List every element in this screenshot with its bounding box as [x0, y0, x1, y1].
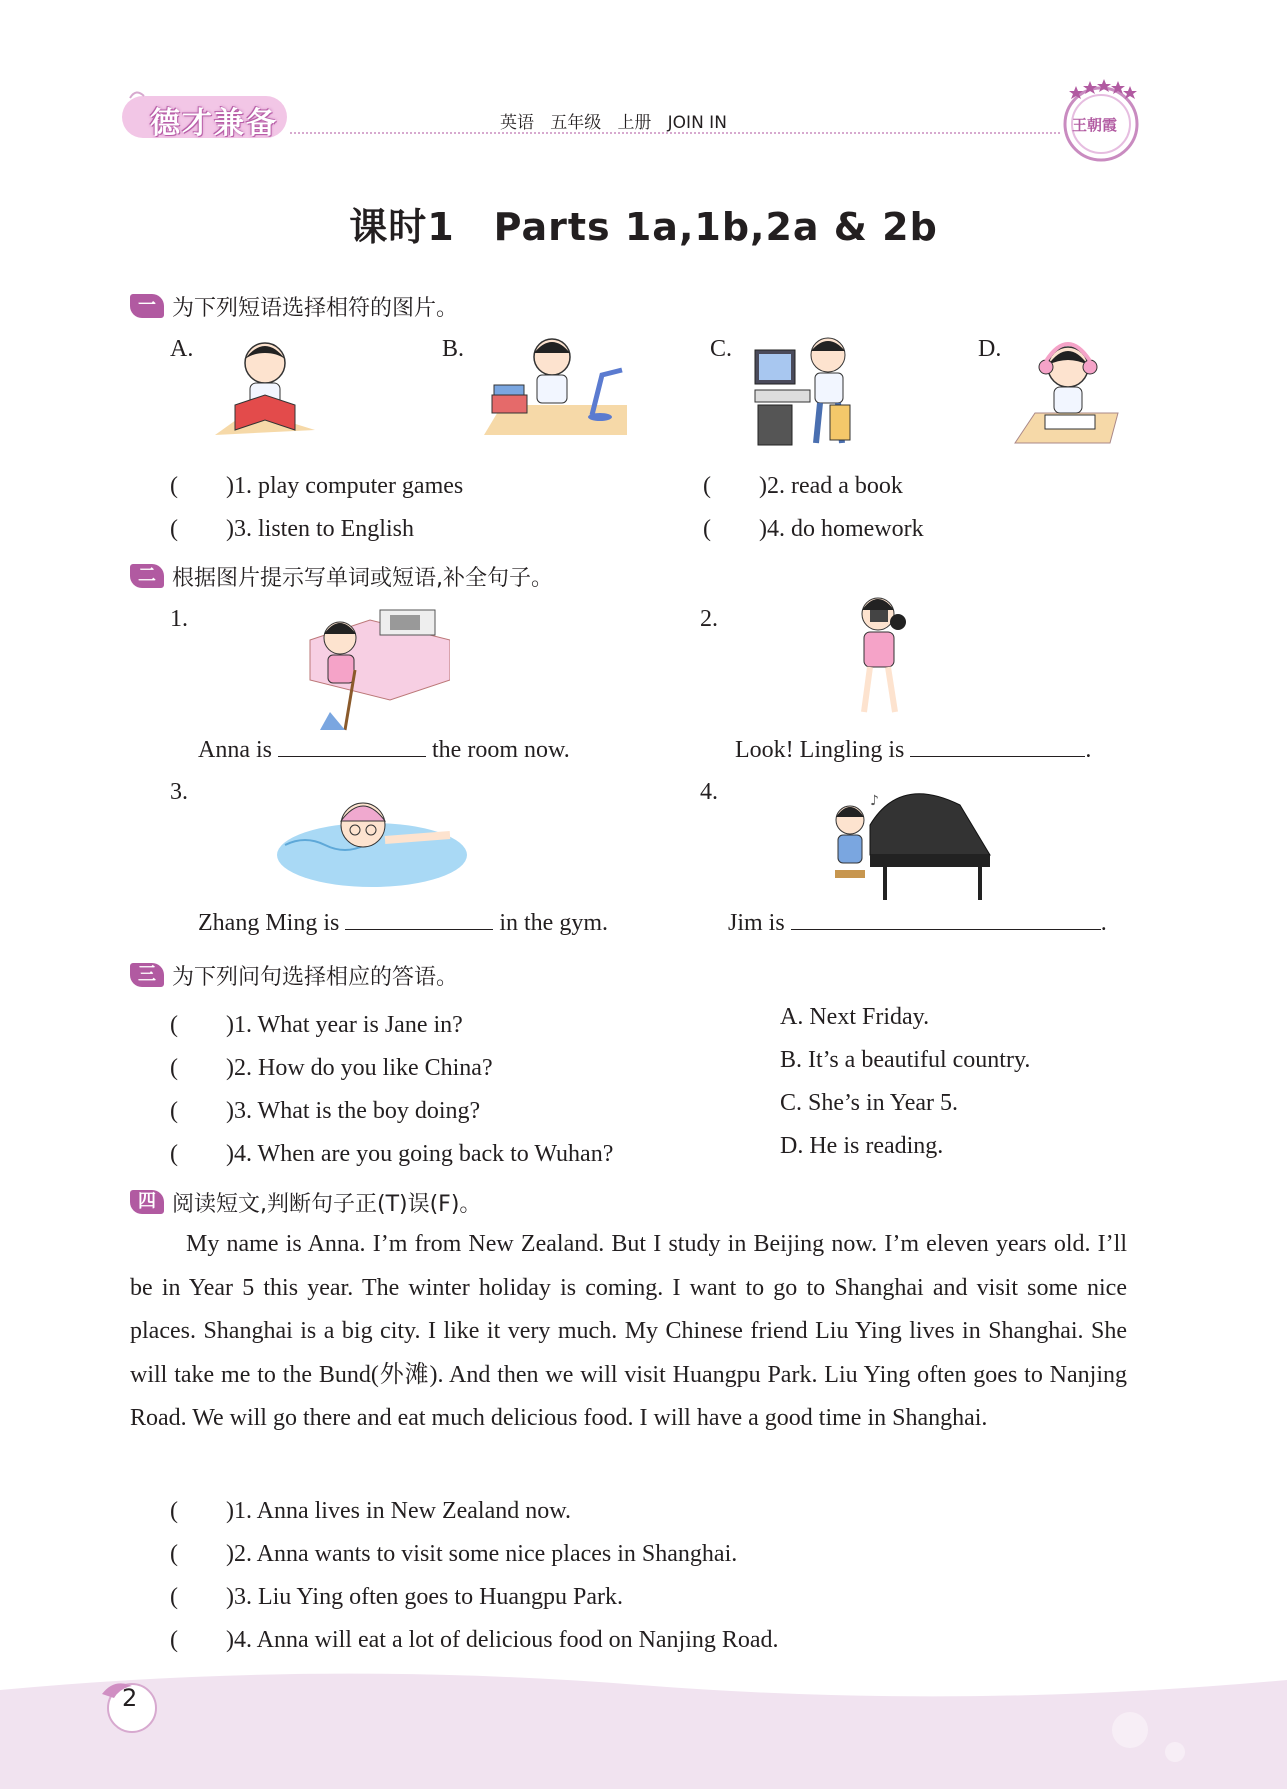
section-1-num: 一: [138, 295, 156, 316]
s2-sentence-4: [728, 909, 1107, 937]
section-1-icon: [130, 294, 164, 318]
s2-item-2-num: 2.: [700, 606, 718, 632]
picture-boy-piano: [830, 785, 995, 905]
section-4-instruction: 阅读短文,判断句子正(T)误(F)。: [172, 1192, 482, 1217]
s1-item-4: ( )4. do homework: [703, 516, 924, 542]
s3-answer-b: B. It’s a beautiful country.: [780, 1047, 1031, 1073]
logo-text: 德才兼备: [150, 106, 278, 141]
header-grade: 五年级: [550, 113, 602, 133]
s2-item-1-blank[interactable]: [278, 736, 426, 757]
s3-answer-d: D. He is reading.: [780, 1133, 944, 1159]
s2-item-4-after: .: [1100, 910, 1107, 936]
section-2-icon: [130, 564, 164, 588]
s2-sentence-1: [198, 736, 570, 764]
s3-question-4: ( )4. When are you going back to Wuhan?: [170, 1141, 614, 1167]
s2-item-1-before: Anna is: [198, 737, 272, 763]
section-3-icon: [130, 963, 164, 987]
s1-item-1: ( )1. play computer games: [170, 473, 464, 499]
picture-label-d: D.: [978, 336, 1002, 362]
s1-item-2: ( )2. read a book: [703, 473, 903, 499]
s2-item-2-blank[interactable]: [910, 736, 1085, 757]
picture-b-boy-homework: [482, 335, 632, 445]
page-title: 课时1 Parts 1a,1b,2a & 2b: [349, 205, 938, 249]
picture-label-a: A.: [170, 336, 194, 362]
s2-item-3-before: Zhang Ming is: [198, 910, 340, 936]
picture-a-boy-reading: [210, 335, 320, 445]
page-number: 2: [122, 1684, 138, 1712]
header-subject: 英语: [500, 113, 534, 133]
picture-girl-cleaning: [300, 600, 450, 735]
picture-d-girl-listening: [1010, 335, 1120, 450]
s2-item-4-before: Jim is: [728, 910, 785, 936]
s3-question-2: ( )2. How do you like China?: [170, 1055, 493, 1081]
picture-boy-swimming: [275, 785, 470, 895]
reading-passage: [130, 1223, 1127, 1441]
s4-item-1: ( )1. Anna lives in New Zealand now.: [170, 1498, 572, 1524]
section-2-num: 二: [138, 565, 156, 586]
picture-c-boy-computer: [750, 335, 860, 450]
header-volume: 上册: [617, 113, 652, 133]
s4-item-3: ( )3. Liu Ying often goes to Huangpu Park.: [170, 1584, 624, 1610]
section-4-icon: [130, 1190, 164, 1214]
s2-sentence-2: [735, 736, 1091, 764]
s2-item-3-blank[interactable]: [345, 909, 493, 930]
footer-wave: [0, 1660, 1287, 1789]
s2-item-4-blank[interactable]: [791, 909, 1101, 930]
s2-item-2-after: .: [1085, 737, 1092, 763]
s2-item-1-after: the room now.: [432, 737, 570, 763]
section-3-num: 三: [138, 964, 156, 985]
s4-item-2: ( )2. Anna wants to visit some nice places in Shanghai.: [170, 1541, 738, 1567]
s3-answer-a: A. Next Friday.: [780, 1004, 930, 1030]
s1-item-3: ( )3. listen to English: [170, 516, 414, 542]
s3-question-1: ( )1. What year is Jane in?: [170, 1012, 463, 1038]
picture-label-c: C.: [710, 336, 733, 362]
s2-item-4-num: 4.: [700, 779, 718, 805]
s4-item-4: ( )4. Anna will eat a lot of delicious food on Nanjing Road.: [170, 1627, 779, 1653]
s2-item-3-after: in the gym.: [499, 910, 608, 936]
picture-girl-photo: [840, 592, 920, 722]
header-info: [500, 108, 727, 133]
s2-item-2-before: Look! Lingling is: [735, 737, 905, 763]
badge-text: 王朝霞: [1072, 116, 1118, 134]
svg-text:♪: ♪: [870, 793, 879, 809]
section-3-instruction: 为下列问句选择相应的答语。: [172, 965, 459, 990]
section-1-instruction: 为下列短语选择相符的图片。: [172, 296, 459, 321]
s3-question-3: ( )3. What is the boy doing?: [170, 1098, 481, 1124]
s2-item-1-num: 1.: [170, 606, 188, 632]
s3-answer-c: C. She’s in Year 5.: [780, 1090, 959, 1116]
picture-label-b: B.: [442, 336, 465, 362]
passage-text: My name is Anna. I’m from New Zealand. But I study in Beijing now. I’m eleven years old. I’ll be in Year 5 this year. The winter holiday is coming. I want to go to Shanghai and visit some nice places. Shanghai is a big city. I like it very much. My Chinese friend Liu Ying lives in Shanghai. She will take me to the Bund(外滩). And then we will visit Huangpu Park. Liu Ying often goes to Nanjing Road. We will go there and eat much delicious food. I will have a good time in Shanghai.: [130, 1231, 1127, 1431]
s2-item-3-num: 3.: [170, 779, 188, 805]
s2-sentence-3: [198, 909, 608, 937]
section-2-instruction: 根据图片提示写单词或短语,补全句子。: [172, 566, 553, 591]
header-edition: JOIN IN: [667, 113, 727, 133]
section-4-num: 四: [138, 1191, 156, 1212]
